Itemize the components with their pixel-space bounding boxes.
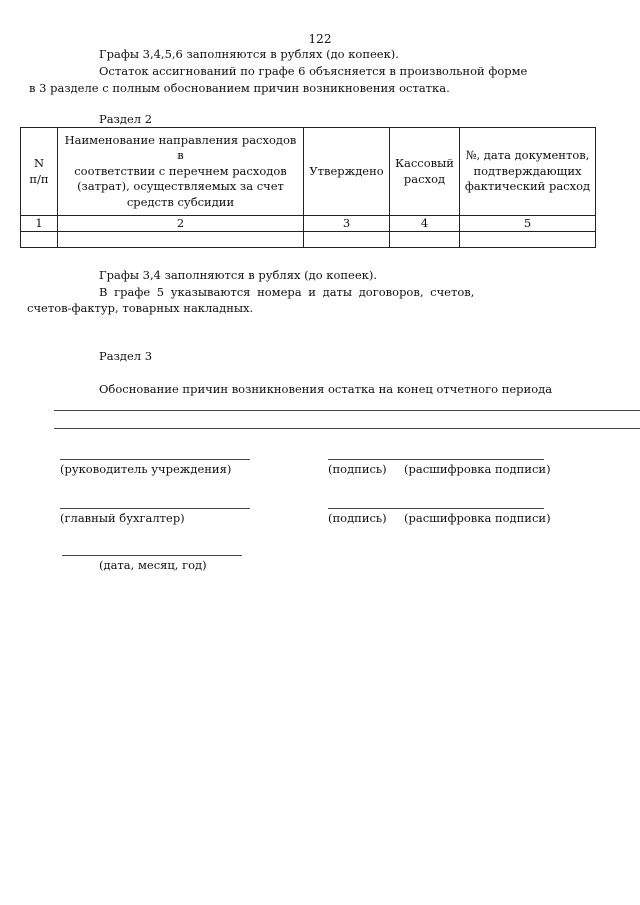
header-approved: Утверждено <box>304 128 390 216</box>
expenses-table <box>20 127 596 248</box>
table-cell <box>58 232 304 248</box>
signature-label: (подпись) <box>328 511 387 525</box>
table-cell <box>304 232 390 248</box>
header-cash-expense: Кассовый расход <box>390 128 460 216</box>
table-row <box>21 232 596 248</box>
column-number-cell: 5 <box>460 216 596 232</box>
column-number-cell: 1 <box>21 216 58 232</box>
column-number-cell: 2 <box>58 216 304 232</box>
table-number-row <box>21 216 596 232</box>
signature-line <box>60 459 250 460</box>
decoding-label: (расшифровка подписи) <box>404 511 551 525</box>
head-of-institution-label: (руководитель учреждения) <box>60 462 232 476</box>
column-number-cell: 3 <box>304 216 390 232</box>
notes-line-1: Графы 3,4 заполняются в рублях (до копеек). <box>99 268 377 282</box>
table-cell <box>21 232 58 248</box>
table-header-row <box>21 128 596 216</box>
section-3-subtitle: Обоснование причин возникновения остатка на конец отчетного периода <box>99 382 553 396</box>
date-label: (дата, месяц, год) <box>99 558 207 572</box>
signature-label: (подпись) <box>328 462 387 476</box>
section-2-title: Раздел 2 <box>99 112 153 126</box>
table-cell <box>390 232 460 248</box>
answer-line <box>54 428 640 429</box>
intro-line-3: в 3 разделе с полным обоснованием причин возникновения остатка. <box>29 81 450 95</box>
signature-line <box>328 508 544 509</box>
chief-accountant-label: (главный бухгалтер) <box>60 511 185 525</box>
header-expense-direction: Наименование направления расходов в соответствии с перечнем расходов (затрат), осуществляемых за счет средств субсидии <box>58 128 304 216</box>
signature-line <box>328 459 544 460</box>
signature-line <box>60 508 250 509</box>
intro-line-1: Графы 3,4,5,6 заполняются в рублях (до копеек). <box>99 47 399 61</box>
notes-line-3: счетов-фактур, товарных накладных. <box>27 301 254 315</box>
section-3-title: Раздел 3 <box>99 349 153 363</box>
intro-line-2: Остаток ассигнований по графе 6 объясняется в произвольной форме <box>99 64 528 78</box>
table-cell <box>460 232 596 248</box>
notes-line-2: В графе 5 указываются номера и даты договоров, счетов, <box>99 285 475 299</box>
answer-line <box>54 410 640 411</box>
header-documents: №, дата документов, подтверждающих фактический расход <box>460 128 596 216</box>
date-line <box>62 555 242 556</box>
decoding-label: (расшифровка подписи) <box>404 462 551 476</box>
column-number-cell: 4 <box>390 216 460 232</box>
page-number: 122 <box>308 32 332 46</box>
header-row-number: N п/п <box>21 128 58 216</box>
